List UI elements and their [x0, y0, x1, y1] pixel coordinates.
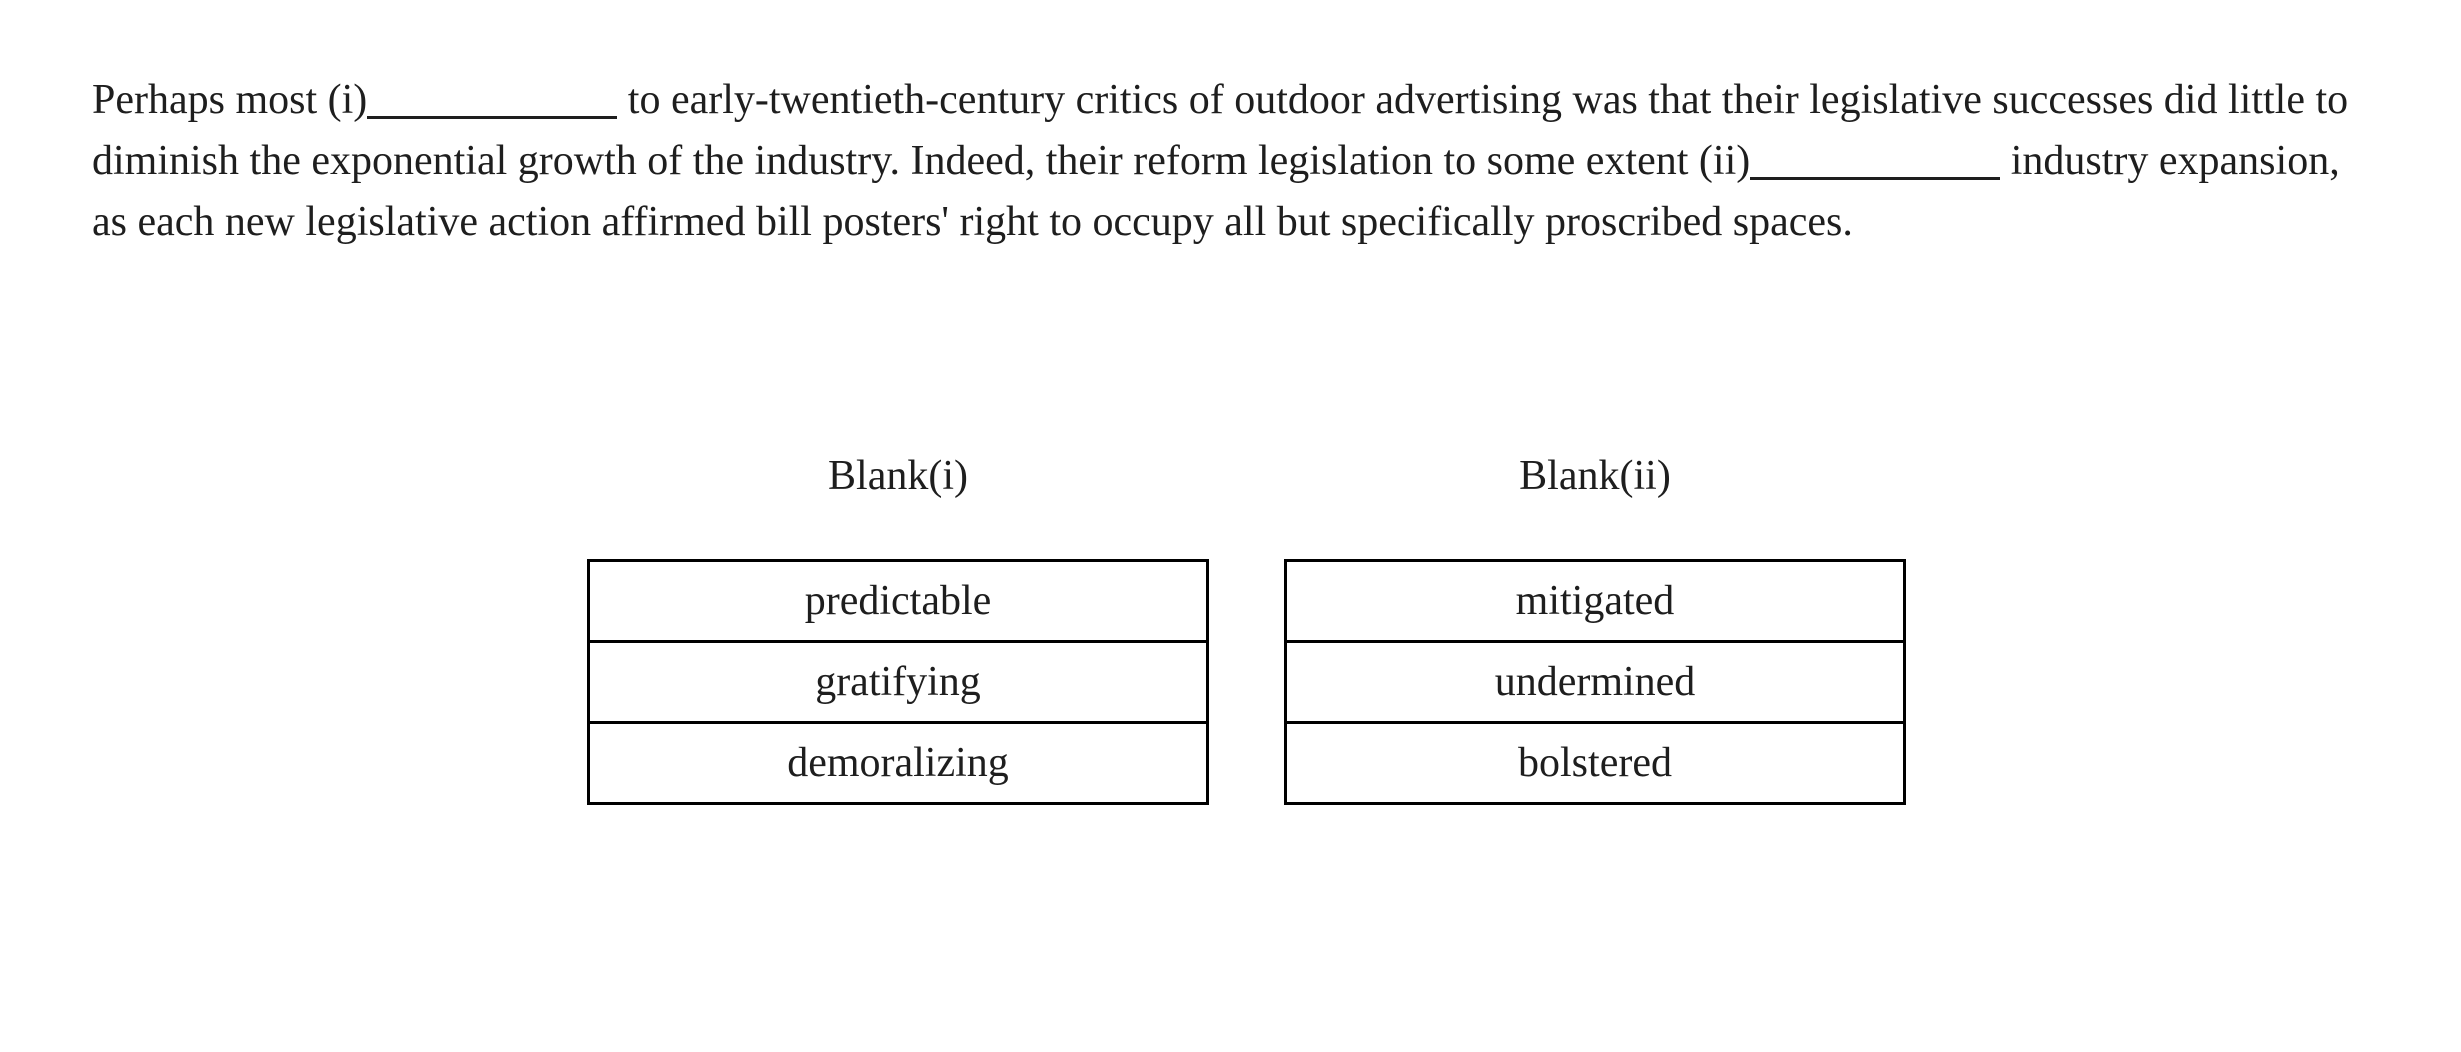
option-cell[interactable]: undermined	[1286, 642, 1905, 723]
passage-line	[92, 70, 2422, 131]
passage-text: diminish the exponential growth of the industry. Indeed, their reform legislation to some extent (ii)	[92, 138, 1751, 184]
option-cell[interactable]: mitigated	[1286, 561, 1905, 642]
option-cell[interactable]: predictable	[589, 561, 1208, 642]
blank-i-header: Blank(i)	[828, 453, 968, 499]
passage-line	[92, 192, 2422, 253]
blank-ii-underline	[1750, 177, 2000, 180]
option-row	[1286, 561, 1905, 642]
blank-ii-column	[1284, 451, 1906, 805]
passage-text: Perhaps most (i)	[92, 77, 368, 123]
passage	[92, 70, 2422, 253]
blank-i-options-table	[587, 559, 1209, 805]
option-cell[interactable]: gratifying	[589, 642, 1208, 723]
option-cell[interactable]: bolstered	[1286, 723, 1905, 804]
passage-line	[92, 131, 2422, 192]
option-row	[589, 723, 1208, 804]
blank-i-column	[587, 451, 1209, 805]
option-row	[589, 561, 1208, 642]
blank-ii-header: Blank(ii)	[1519, 453, 1671, 499]
blank-ii-options-table	[1284, 559, 1906, 805]
passage-text: industry expansion,	[2000, 138, 2340, 184]
option-row	[589, 642, 1208, 723]
passage-text: to early-twentieth-century critics of outdoor advertising was that their legislative successes did little to	[617, 77, 2349, 123]
option-row	[1286, 642, 1905, 723]
option-row	[1286, 723, 1905, 804]
passage-text: as each new legislative action affirmed bill posters' right to occupy all but specifically proscribed spaces.	[92, 199, 1853, 245]
option-cell[interactable]: demoralizing	[589, 723, 1208, 804]
blank-i-underline	[367, 116, 617, 119]
